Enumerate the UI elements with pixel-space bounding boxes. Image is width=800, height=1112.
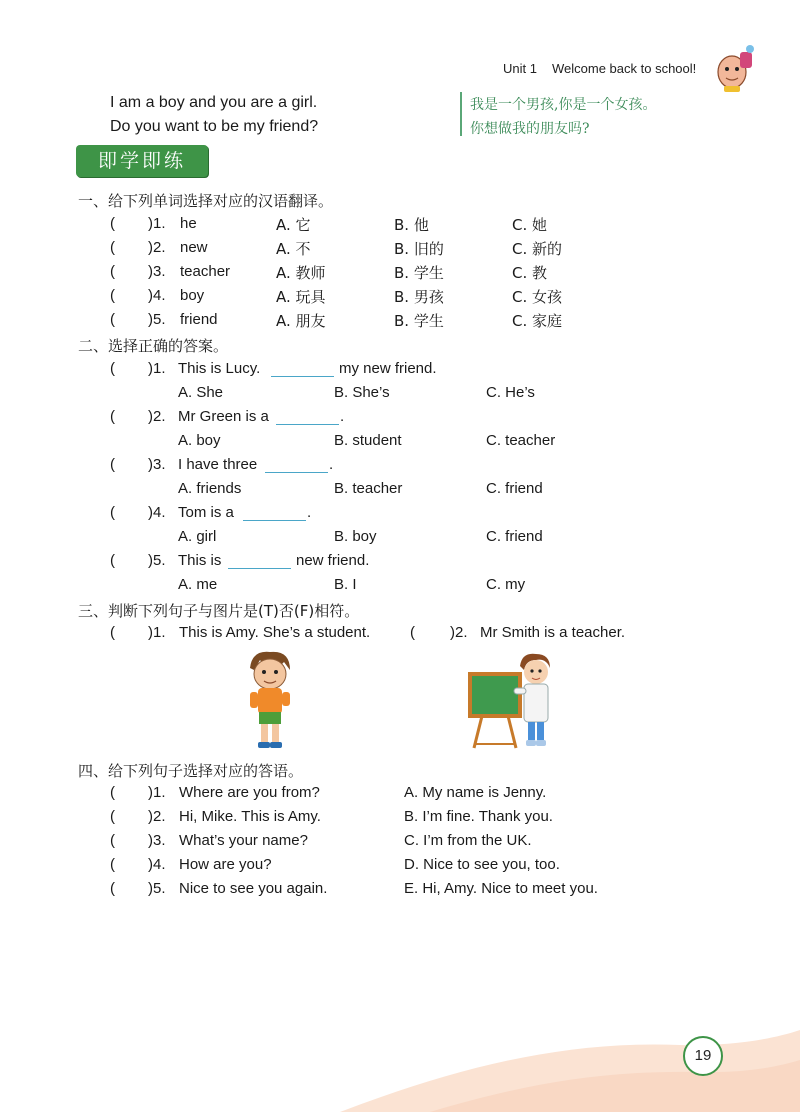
answer-paren[interactable]: ( bbox=[110, 880, 115, 897]
question-text-after-blank: . bbox=[329, 456, 334, 473]
answer-option: B. I’m fine. Thank you. bbox=[404, 808, 553, 825]
question-sentence: Where are you from? bbox=[179, 784, 320, 801]
option-b: B. She’s bbox=[334, 384, 390, 401]
question-number: )1. bbox=[148, 624, 166, 641]
intro-chinese-line-2: 你想做我的朋友吗? bbox=[470, 121, 590, 137]
word: teacher bbox=[180, 263, 231, 280]
option-c: C. friend bbox=[486, 480, 543, 497]
answer-paren[interactable]: ( bbox=[110, 808, 115, 825]
question-number: )2. bbox=[450, 624, 468, 641]
question-text-after-blank: my new friend. bbox=[339, 360, 437, 377]
option-a: A. 不 bbox=[276, 240, 311, 258]
question-number: )3. bbox=[148, 263, 166, 280]
question-number: )1. bbox=[148, 360, 166, 377]
answer-paren[interactable]: ( bbox=[110, 504, 115, 521]
answer-paren[interactable]: ( bbox=[110, 832, 115, 849]
question-number: )4. bbox=[148, 287, 166, 304]
question-text-after-blank: . bbox=[340, 408, 345, 425]
fill-in-blank[interactable] bbox=[265, 460, 328, 473]
option-c: C. teacher bbox=[486, 432, 556, 449]
question-text-after-blank: . bbox=[307, 504, 312, 521]
question-text-before-blank: This is Lucy. bbox=[178, 360, 261, 377]
word: he bbox=[180, 215, 197, 232]
option-b: B. 学生 bbox=[394, 264, 444, 282]
statement-text: Mr Smith is a teacher. bbox=[480, 624, 626, 641]
question-sentence: How are you? bbox=[179, 856, 272, 873]
intro-english-line-1: I am a boy and you are a girl. bbox=[110, 94, 318, 111]
word: new bbox=[180, 239, 208, 256]
option-a: A. 教师 bbox=[276, 264, 326, 282]
fill-in-blank[interactable] bbox=[243, 508, 306, 521]
fill-in-blank[interactable] bbox=[271, 364, 334, 377]
question-number: )5. bbox=[148, 552, 166, 569]
question-text-before-blank: Mr Green is a bbox=[178, 408, 269, 425]
boy-illustration bbox=[240, 648, 300, 752]
question-number: )4. bbox=[148, 504, 166, 521]
unit-label: Unit 1 bbox=[503, 61, 537, 76]
answer-option: C. I’m from the UK. bbox=[404, 832, 532, 849]
section-3-title: 三、判断下列句子与图片是(T)否(F)相符。 bbox=[78, 602, 360, 620]
intro-divider bbox=[460, 92, 462, 136]
option-b: B. I bbox=[334, 576, 357, 593]
question-sentence: Hi, Mike. This is Amy. bbox=[179, 808, 321, 825]
option-b: B. 学生 bbox=[394, 312, 444, 330]
option-a: A. friends bbox=[178, 480, 242, 497]
answer-paren[interactable]: ( bbox=[110, 287, 115, 304]
answer-option: A. My name is Jenny. bbox=[404, 784, 547, 801]
question-number: )3. bbox=[148, 832, 166, 849]
option-b: B. 他 bbox=[394, 216, 429, 234]
option-b: B. 男孩 bbox=[394, 288, 444, 306]
option-b: B. student bbox=[334, 432, 402, 449]
question-number: )1. bbox=[148, 784, 166, 801]
option-a: A. 玩具 bbox=[276, 288, 326, 306]
section-1-title: 一、给下列单词选择对应的汉语翻译。 bbox=[78, 192, 334, 210]
answer-paren[interactable]: ( bbox=[110, 856, 115, 873]
answer-paren[interactable]: ( bbox=[110, 215, 115, 232]
option-a: A. me bbox=[178, 576, 218, 593]
option-c: C. 女孩 bbox=[512, 288, 563, 306]
answer-paren[interactable]: ( bbox=[110, 624, 115, 641]
question-number: )4. bbox=[148, 856, 166, 873]
answer-paren[interactable]: ( bbox=[110, 360, 115, 377]
fill-in-blank[interactable] bbox=[228, 556, 291, 569]
fill-in-blank[interactable] bbox=[276, 412, 339, 425]
answer-paren[interactable]: ( bbox=[110, 456, 115, 473]
option-a: A. 朋友 bbox=[276, 312, 326, 330]
option-c: C. 家庭 bbox=[512, 312, 563, 330]
answer-option: E. Hi, Amy. Nice to meet you. bbox=[404, 880, 598, 897]
option-b: B. 旧的 bbox=[394, 240, 444, 258]
answer-paren[interactable]: ( bbox=[110, 311, 115, 328]
answer-paren[interactable]: ( bbox=[110, 784, 115, 801]
option-b: B. boy bbox=[334, 528, 377, 545]
word: friend bbox=[180, 311, 218, 328]
answer-paren[interactable]: ( bbox=[110, 408, 115, 425]
section-2-title: 二、选择正确的答案。 bbox=[78, 337, 229, 355]
option-a: A. boy bbox=[178, 432, 221, 449]
mascot-icon bbox=[710, 42, 758, 94]
option-a: A. 它 bbox=[276, 216, 311, 234]
intro-english-line-2: Do you want to be my friend? bbox=[110, 118, 319, 135]
option-a: A. She bbox=[178, 384, 224, 401]
question-text-before-blank: Tom is a bbox=[178, 504, 234, 521]
practice-banner bbox=[76, 145, 208, 177]
answer-paren[interactable]: ( bbox=[110, 239, 115, 256]
question-number: )2. bbox=[148, 408, 166, 425]
question-text-before-blank: I have three bbox=[178, 456, 258, 473]
question-text-before-blank: This is bbox=[178, 552, 222, 569]
option-a: A. girl bbox=[178, 528, 217, 545]
question-number: )5. bbox=[148, 880, 166, 897]
option-c: C. 教 bbox=[512, 264, 548, 282]
option-b: B. teacher bbox=[334, 480, 403, 497]
question-number: )2. bbox=[148, 239, 166, 256]
unit-title: Welcome back to school! bbox=[552, 61, 697, 76]
page-number: 19 bbox=[683, 1036, 723, 1076]
option-c: C. my bbox=[486, 576, 526, 593]
word: boy bbox=[180, 287, 205, 304]
question-number: )3. bbox=[148, 456, 166, 473]
option-c: C. friend bbox=[486, 528, 543, 545]
intro-chinese-line-1: 我是一个男孩,你是一个女孩。 bbox=[470, 97, 657, 113]
question-text-after-blank: new friend. bbox=[296, 552, 370, 569]
practice-banner-label: 即学即练 bbox=[97, 150, 186, 172]
answer-paren[interactable]: ( bbox=[410, 624, 415, 641]
statement-text: This is Amy. She’s a student. bbox=[179, 624, 371, 641]
option-c: C. 新的 bbox=[512, 240, 563, 258]
question-sentence: What’s your name? bbox=[179, 832, 308, 849]
option-c: C. He’s bbox=[486, 384, 535, 401]
question-number: )5. bbox=[148, 311, 166, 328]
question-number: )1. bbox=[148, 215, 166, 232]
answer-paren[interactable]: ( bbox=[110, 263, 115, 280]
answer-option: D. Nice to see you, too. bbox=[404, 856, 560, 873]
teacher-illustration bbox=[468, 652, 560, 752]
answer-paren[interactable]: ( bbox=[110, 552, 115, 569]
question-sentence: Nice to see you again. bbox=[179, 880, 328, 897]
option-c: C. 她 bbox=[512, 216, 548, 234]
section-4-title: 四、给下列句子选择对应的答语。 bbox=[78, 762, 304, 780]
question-number: )2. bbox=[148, 808, 166, 825]
